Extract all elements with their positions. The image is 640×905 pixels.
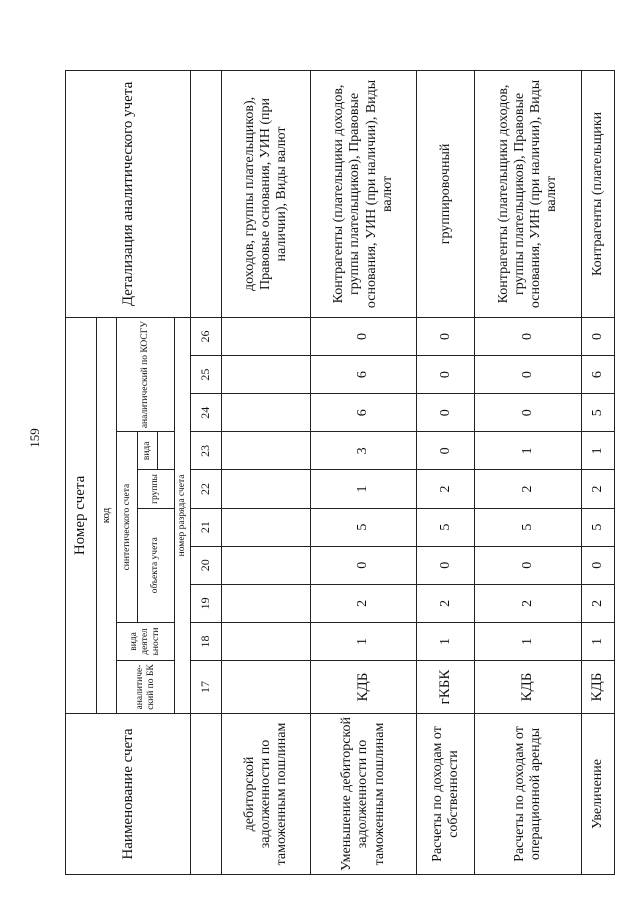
table-row	[310, 71, 417, 875]
row-analytic-detail: группировочный	[417, 71, 475, 318]
header-code: код	[96, 317, 117, 713]
row-cell: 0	[475, 356, 582, 394]
row-cell: 5	[581, 508, 614, 546]
row-analytic-detail: Контрагенты (плательщики доходов, группы плательщиков), Правовые основания, УИН (при наличии), Виды валют	[475, 71, 582, 318]
header-analytic-bk: аналитический по БК	[117, 661, 175, 714]
col-number: 17	[191, 661, 222, 714]
row-account-name: Расчеты по доходам от операционной аренды	[475, 714, 582, 875]
row-cell	[222, 508, 310, 546]
row-cell: 2	[475, 470, 582, 508]
row-analytic-detail: доходов, группы плательщиков), Правовые основания, УИН (при наличии), Виды валют	[222, 71, 310, 318]
col-number: 24	[191, 394, 222, 432]
col-number: 25	[191, 356, 222, 394]
col-number: 22	[191, 470, 222, 508]
row-analytic-detail: Контрагенты (плательщики	[581, 71, 614, 318]
header-synthetic-account: синтетического счета	[117, 432, 138, 623]
col-number: 18	[191, 622, 222, 660]
row-cell: 0	[310, 546, 417, 584]
header-account-number: Номер счета	[66, 317, 97, 713]
row-cell: 0	[417, 394, 475, 432]
row-cell: 2	[581, 470, 614, 508]
header-name-blank	[191, 714, 222, 875]
row-cell: 1	[581, 432, 614, 470]
header-kind-gap	[158, 432, 174, 470]
row-cell: 5	[310, 508, 417, 546]
row-account-name: дебиторской задолженности по таможенным пошлинам	[222, 714, 310, 875]
row-cell	[222, 432, 310, 470]
header-detail-blank	[191, 71, 222, 318]
row-cell: КДБ	[310, 661, 417, 714]
header-activity-type: вида деятел ьности	[117, 622, 175, 660]
row-cell: 5	[417, 508, 475, 546]
row-cell: 0	[417, 432, 475, 470]
page-number: 159	[27, 428, 42, 448]
row-cell	[222, 584, 310, 622]
header-kind: вида	[137, 432, 158, 470]
row-cell: 5	[581, 394, 614, 432]
row-cell: 0	[475, 546, 582, 584]
header-group: группы	[137, 470, 174, 508]
row-cell: 6	[310, 356, 417, 394]
row-cell: 1	[417, 622, 475, 660]
row-cell: 1	[581, 622, 614, 660]
row-cell: 3	[310, 432, 417, 470]
row-cell: 2	[310, 584, 417, 622]
row-cell: КДБ	[475, 661, 582, 714]
row-cell: КДБ	[581, 661, 614, 714]
table-row	[417, 71, 475, 875]
row-cell: 0	[475, 317, 582, 355]
col-number: 26	[191, 317, 222, 355]
row-cell: 2	[417, 584, 475, 622]
row-cell: 1	[475, 622, 582, 660]
row-account-name: Расчеты по доходам от собственности	[417, 714, 475, 875]
header-analytic-kosgu: аналитический по КОСГУ	[117, 317, 175, 431]
row-cell: гКБК	[417, 661, 475, 714]
row-cell: 1	[475, 432, 582, 470]
table-row	[581, 71, 614, 875]
row-cell: 0	[417, 317, 475, 355]
row-cell: 0	[417, 546, 475, 584]
row-cell	[222, 356, 310, 394]
row-cell: 0	[581, 317, 614, 355]
header-analytic-detail: Детализация аналитического учета	[66, 71, 191, 318]
rotated-page	[65, 70, 615, 875]
row-cell	[222, 470, 310, 508]
row-cell: 2	[417, 470, 475, 508]
row-cell: 0	[310, 317, 417, 355]
row-cell	[222, 546, 310, 584]
row-cell: 5	[475, 508, 582, 546]
header-digit-number: номер разряда счета	[174, 317, 190, 713]
row-cell: 1	[310, 470, 417, 508]
row-cell	[222, 317, 310, 355]
row-cell: 2	[581, 584, 614, 622]
row-cell	[222, 661, 310, 714]
col-number: 23	[191, 432, 222, 470]
col-number: 20	[191, 546, 222, 584]
row-cell: 6	[581, 356, 614, 394]
row-cell: 0	[417, 356, 475, 394]
row-cell	[222, 394, 310, 432]
row-cell: 1	[310, 622, 417, 660]
col-number: 21	[191, 508, 222, 546]
row-analytic-detail: Контрагенты (плательщики доходов, группы плательщиков), Правовые основания, УИН (при наличии), Виды валют	[310, 71, 417, 318]
row-cell: 6	[310, 394, 417, 432]
row-cell: 0	[475, 394, 582, 432]
row-cell: 0	[581, 546, 614, 584]
accounts-table	[65, 70, 615, 875]
row-account-name: Увеличение	[581, 714, 614, 875]
row-cell: 2	[475, 584, 582, 622]
row-cell	[222, 622, 310, 660]
header-account-object: объекта учета	[137, 508, 174, 622]
row-account-name: Уменьшение дебиторской задолженности по таможенным пошлинам	[310, 714, 417, 875]
table-row	[222, 71, 310, 875]
table-row	[475, 71, 582, 875]
header-account-name: Наименование счета	[66, 714, 191, 875]
col-number: 19	[191, 584, 222, 622]
